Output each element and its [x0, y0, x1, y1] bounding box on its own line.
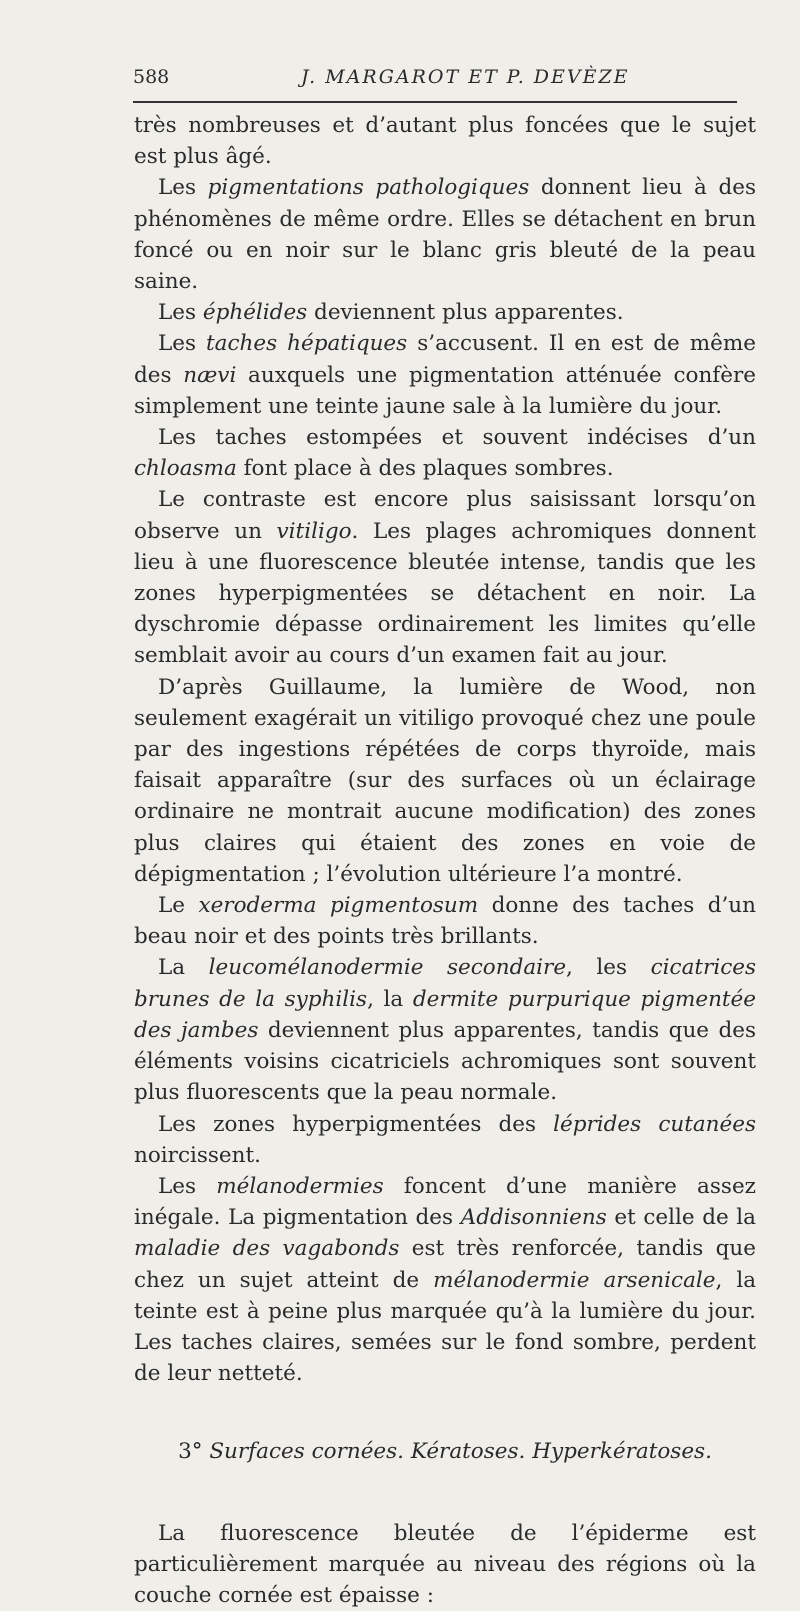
paragraph-2: Les pigmentations pathologiques donnent lieu à des phénomènes de même ordre. Elles se détachent en brun foncé ou en noir sur le blanc gris bleuté de la peau saine.	[134, 175, 757, 295]
running-title: J. MARGAROT ET P. DEVÈZE	[301, 66, 630, 88]
paragraph-final: La fluorescence bleutée de l’épiderme est particulièrement marquée au niveau des régions où la couche cornée est épaisse :	[134, 1520, 756, 1608]
paragraph-10: Les zones hyperpigmentées des léprides cutanées noircissent.	[134, 1111, 756, 1168]
paragraph-9: La leucomélanodermie secondaire, les cicatrices brunes de la syphilis, la dermite purpurique pigmentée des jambes deviennent plus apparentes, tandis que des éléments voisins cicatriciels achromiques sont souvent plus fluorescents que la peau normale.	[134, 955, 757, 1106]
paragraph-7: D’après Guillaume, la lumière de Wood, non seulement exagérait un vitiligo provoqué chez une poule par des ingestions répétées de corps thyroïde, mais faisait apparaître (sur des surfaces où un éclairage ordinaire ne montrait aucune modification) des zones plus claires qui étaient des zones en voie de dépigmentation ; l’évolution ultérieure l’a montré.	[134, 674, 756, 887]
paragraph-6: Le contraste est encore plus saisissant lorsqu’on observe un vitiligo. Les plages achromiques donnent lieu à une fluorescence bleutée intense, tandis que les zones hyperpigmentées se détachent en noir. La dyschromie dépasse ordinairement les limites qu’elle semblait avoir au cours d’un examen fait au jour.	[134, 487, 756, 669]
paragraph-3: Les éphélides deviennent plus apparentes.	[158, 300, 624, 326]
paragraph-1: très nombreuses et d’autant plus foncées que le sujet est plus âgé.	[134, 113, 756, 170]
paragraph-8: Le xeroderma pigmentosum donne des taches d’un beau noir et des points très brillants.	[134, 893, 756, 950]
page-header	[133, 66, 753, 96]
body-text	[134, 110, 756, 1611]
section-title: Surfaces cornées. Kératoses. Hyperkératoses.	[209, 1439, 712, 1465]
header-rule	[133, 101, 737, 103]
paragraph-11: Les mélanodermies foncent d’une manière assez inégale. La pigmentation des Addisonniens et celle de la maladie des vagabonds est très renforcée, tandis que chez un sujet atteint de mélanodermie arsenicale, la teinte est à peine plus marquée qu’à la lumière du jour. Les taches claires, semées sur le fond sombre, perdent de leur netteté.	[134, 1173, 757, 1387]
page-number: 588	[133, 66, 170, 88]
paragraph-5: Les taches estompées et souvent indécises d’un chloasma font place à des plaques sombres.	[134, 425, 756, 482]
section-heading	[134, 1436, 756, 1467]
paragraph-4: Les taches hépatiques s’accusent. Il en est de même des nævi auxquels une pigmentation atténuée confère simplement une teinte jaune sale à la lumière du jour.	[134, 331, 756, 419]
section-number: 3°	[178, 1439, 210, 1465]
